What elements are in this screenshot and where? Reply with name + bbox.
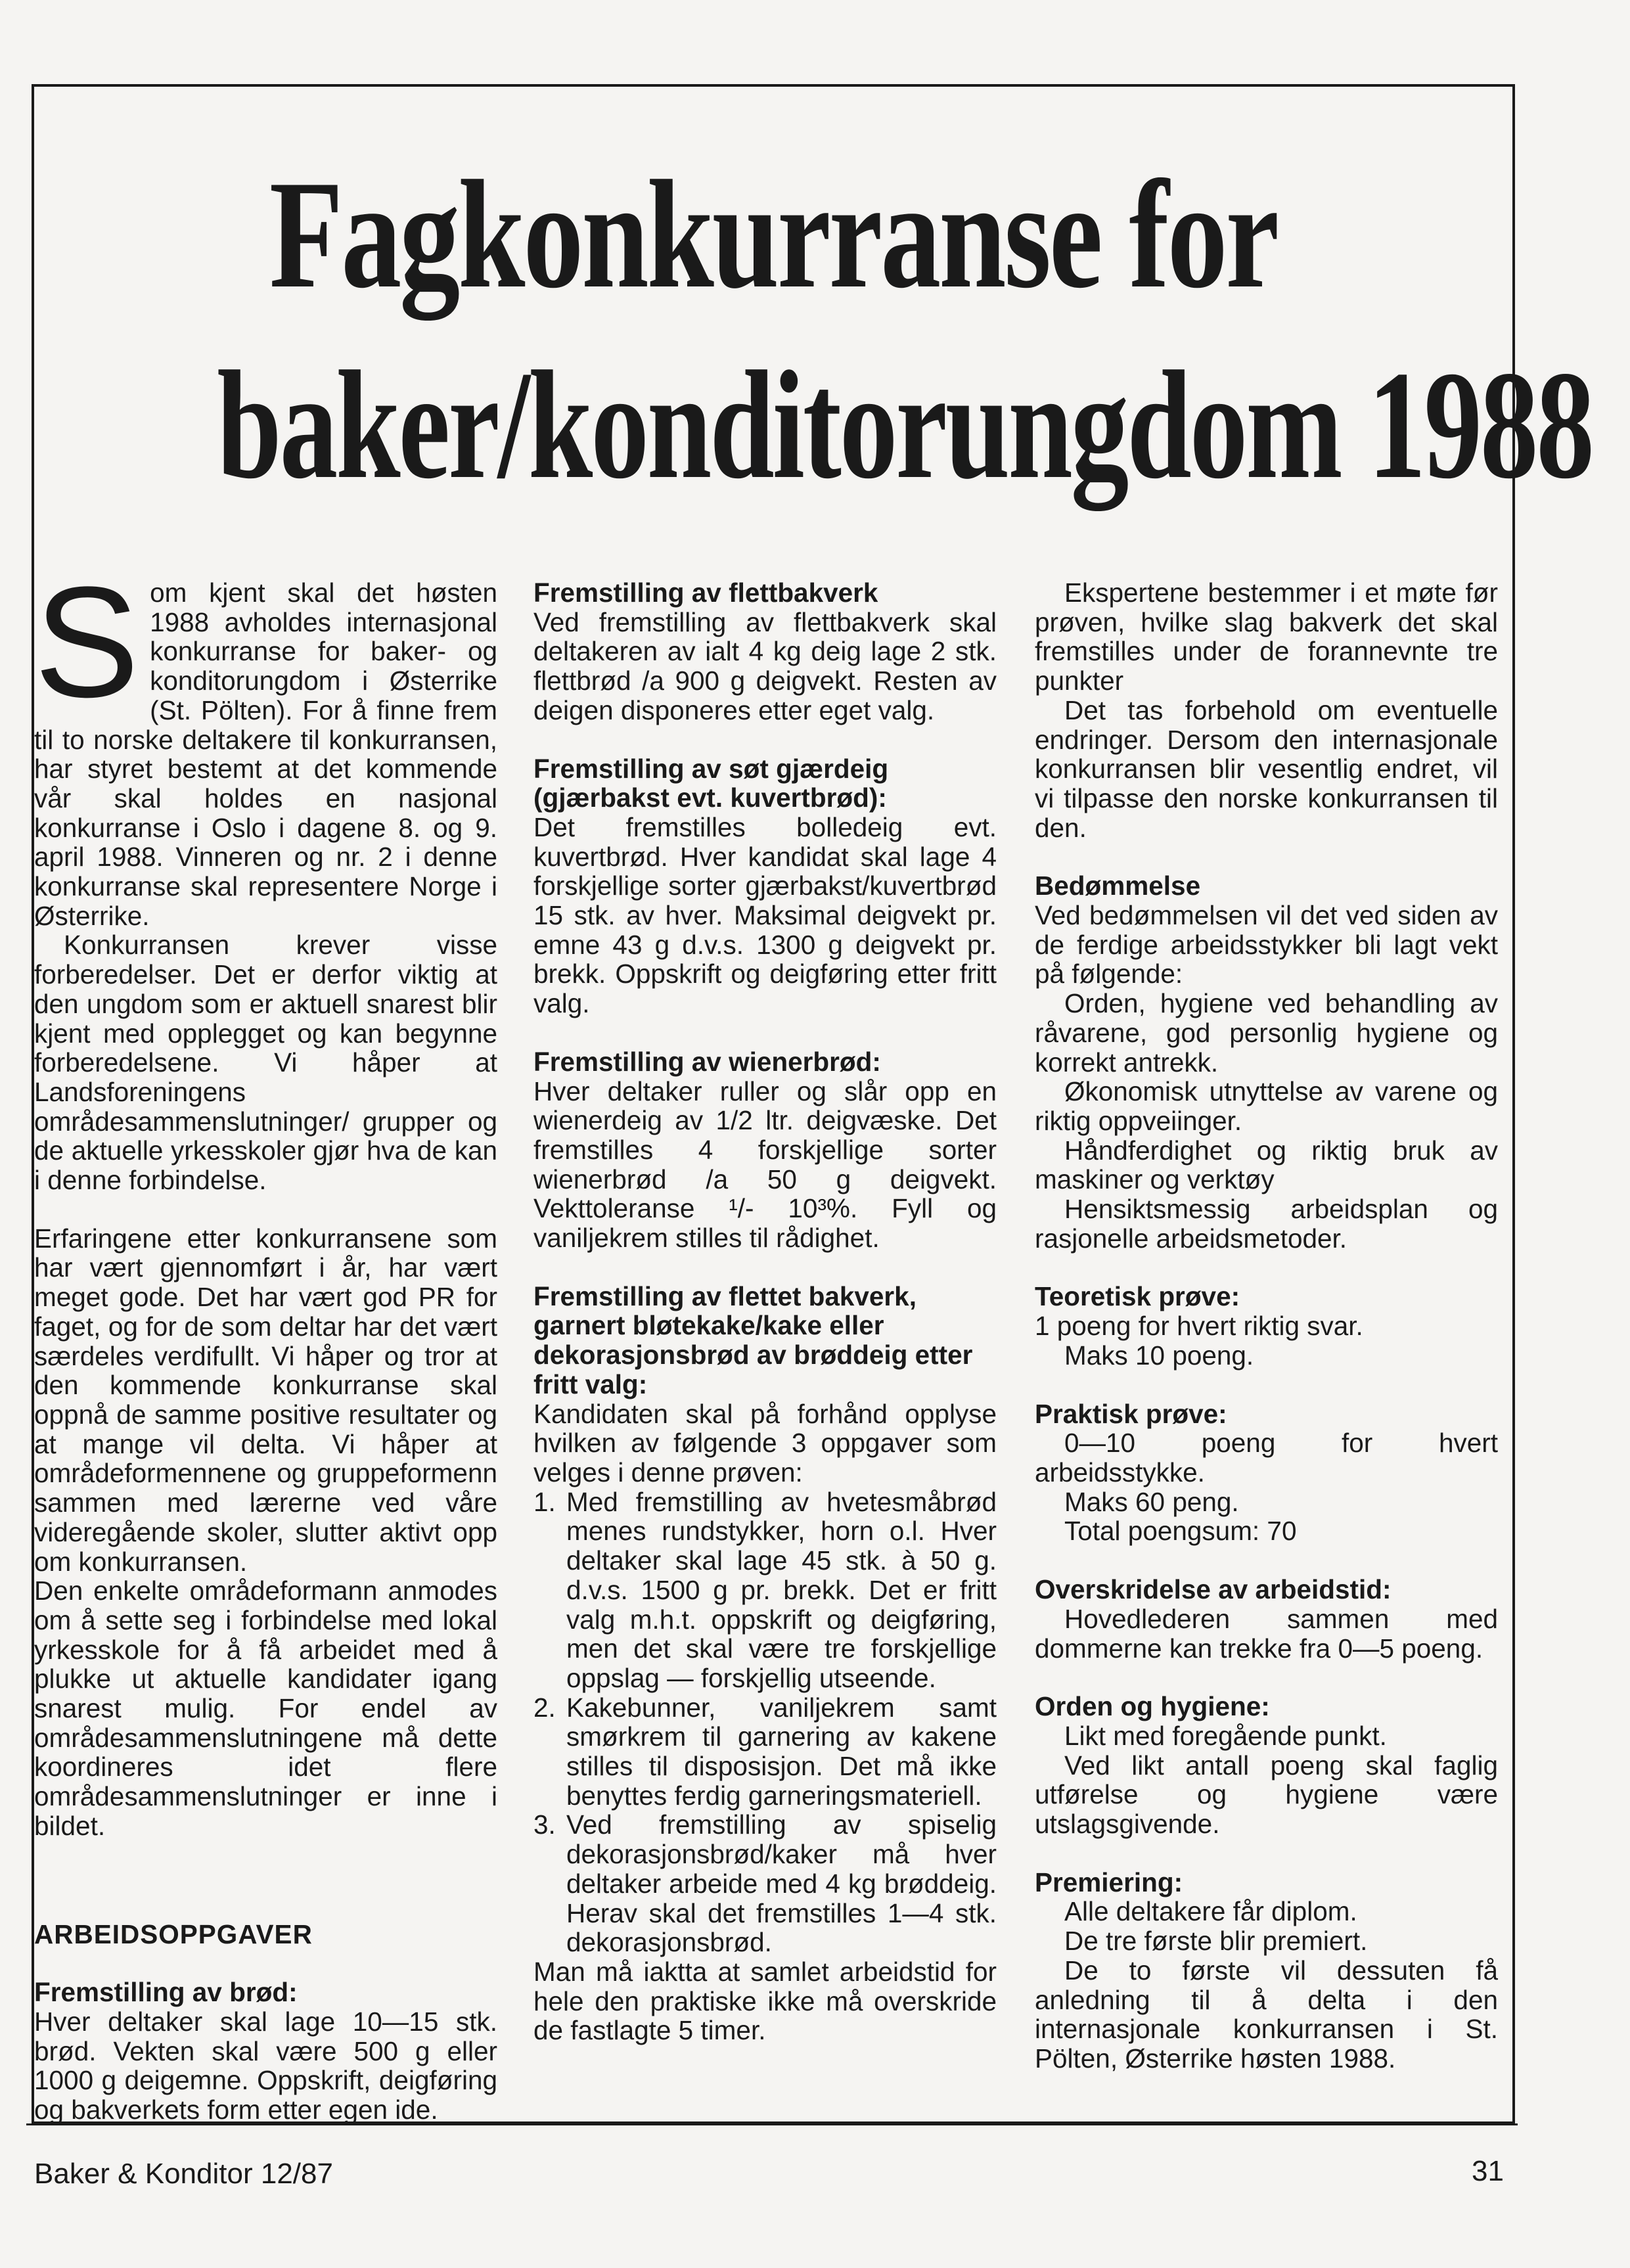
paragraph: 0—10 poeng for hvert arbeidsstykke.: [1035, 1428, 1498, 1487]
list-item: [533, 1810, 997, 1957]
list-number: 2.: [533, 1692, 556, 1723]
paragraph: Man må iaktta at samlet arbeidstid for hele den praktiske ikke må overskride de fastlagte 5 timer.: [533, 1956, 997, 2046]
subheading-praktisk-prove: Praktisk prøve:: [1035, 1398, 1227, 1429]
subheading-teoretisk-prove: Teoretisk prøve:: [1035, 1281, 1240, 1312]
paragraph: Maks 60 peng.: [1064, 1486, 1239, 1517]
paragraph: Total poengsum: 70: [1064, 1516, 1297, 1547]
paragraph: Orden, hygiene ved behandling av råvarene, god personlig hygiene og korrekt antrekk.: [1035, 988, 1498, 1077]
paragraph: Ved fremstilling av flettbakverk skal deltakeren av ialt 4 kg deig lage 2 stk. flettbrød /a 900 g deigvekt. Resten av deigen disponeres etter eget valg.: [533, 606, 997, 725]
paragraph: Ved bedømmelsen vil det ved siden av de ferdige arbeidsstykker bli lagt vekt på følgende:: [1035, 900, 1498, 989]
paragraph: Alle deltakere får diplom.: [1064, 1896, 1357, 1927]
subheading-flettbakverk: Fremstilling av flettbakverk: [533, 578, 878, 608]
subheading-orden-og-hygiene: Orden og hygiene:: [1035, 1691, 1270, 1722]
drop-cap: S: [34, 554, 140, 730]
paragraph: Økonomisk utnyttelse av varene og riktig oppveiinger.: [1035, 1076, 1498, 1136]
paragraph: De tre første blir premiert.: [1064, 1926, 1368, 1957]
list-text: Ved fremstilling av spiselig dekorasjonsbrød/kaker må hver deltaker arbeide med 4 kg brøddeig. Herav skal det fremstilles 1—4 stk. dekorasjonsbrød.: [566, 1809, 997, 1958]
paragraph: De to første vil dessuten få anledning til å delta i den internasjonale konkurransen i St. Pölten, Østerrike høsten 1988.: [1035, 1955, 1498, 2074]
section-heading: ARBEIDSOPPGAVER: [34, 1918, 313, 1949]
paragraph: Kandidaten skal på forhånd opplyse hvilken av følgende 3 oppgaver som velges i denne prøven:: [533, 1398, 997, 1487]
list-text: Med fremstilling av hvetesmåbrød menes rundstykker, horn o.l. Hver deltaker skal lage 45 stk. à 50 g. d.v.s. 1500 g pr. brekk. Det er fritt valg m.h.t. oppskrift og deigføring, men det skal være tre forskjellige oppslag — forskjellig utseende.: [566, 1486, 997, 1693]
column-1: [34, 554, 497, 2125]
list-item: [533, 1693, 997, 1811]
bottom-rule: [26, 2123, 1518, 2125]
paragraph: 1 poeng for hvert riktig svar.: [1035, 1311, 1363, 1342]
paragraph: Hensiktsmessig arbeidsplan og rasjonelle arbeidsmetoder.: [1035, 1194, 1498, 1254]
column-3: [1035, 578, 1498, 2074]
paragraph: Hovedlederen sammen med dommerne kan trekke fra 0—5 poeng.: [1035, 1603, 1498, 1664]
paragraph: Hver deltaker ruller og slår opp en wienerdeig av 1/2 ltr. deigvæske. Det fremstilles 4 forskjellige sorter wienerbrød /a 50 g deigvekt. Vekttoleranse ¹/- 10³%. Fyll og vaniljekrem stilles til rådighet.: [533, 1076, 997, 1254]
paragraph: Konkurransen krever visse forberedelser. Det er derfor viktig at den ungdom som er aktuell snarest blir kjent med opplegget og kan begynne forberedelsene. Vi håper at Landsforeningens områdesammenslutninger/ grupper og de aktuelle yrkesskoler gjør hva de kan i denne forbindelse.: [34, 930, 497, 1196]
subheading-bedommelse: Bedømmelse: [1035, 871, 1201, 901]
subheading-wienerbrod: Fremstilling av wienerbrød:: [533, 1046, 881, 1077]
paragraph: Hver deltaker skal lage 10—15 stk. brød. Vekten skal være 500 g eller 1000 g deigemne. Oppskrift, deigføring og bakverkets form etter egen ide.: [34, 2006, 497, 2125]
intro-paragraph: Som kjent skal det høsten 1988 avholdes internasjonal konkurranse for baker- og konditorungdom i Østerrike (St. Pölten). For å finne frem til to norske deltakere til konkurransen, har styret bestemt at det kommende vår skal holdes en nasjonal konkurranse i Oslo i dagene 8. og 9. april 1988. Vinneren og nr. 2 i denne konkurranse skal representere Norge i Østerrike.: [34, 554, 497, 931]
subheading-flettet-bakverk: Fremstilling av flettet bakverk, garnert bløtekake/kake eller dekorasjonsbrød av brøddeig etter fritt valg:: [533, 1281, 973, 1399]
column-2: [533, 578, 997, 2045]
list-item: [533, 1487, 997, 1693]
paragraph: Erfaringene etter konkurransene som har vært gjennomført i år, har vært meget gode. Det har vært god PR for faget, og for de som deltar har det vært særdeles verdifullt. Vi håper og tror at den kommende konkurranse skal oppnå de samme positive resultater og at mange vil delta. Vi håper at områdeformennene og gruppeformenn sammen med lærerne ved våre videregående skoler, slutter aktivt opp om konkurransen.: [34, 1223, 497, 1577]
paragraph: Likt med foregående punkt.: [1064, 1720, 1387, 1751]
page-number: 31: [1472, 2155, 1504, 2187]
list-number: 1.: [533, 1486, 556, 1517]
subheading-sot-gjaerdeig: Fremstilling av søt gjærdeig (gjærbakst evt. kuvertbrød):: [533, 753, 889, 813]
publication-footer: Baker & Konditor 12/87: [34, 2158, 333, 2190]
list-number: 3.: [533, 1809, 556, 1840]
paragraph: Ved likt antall poeng skal faglig utførelse og hygiene være utslagsgivende.: [1035, 1750, 1498, 1840]
subheading-overskridelse: Overskridelse av arbeidstid:: [1035, 1574, 1392, 1605]
list-text: Kakebunner, vaniljekrem samt smørkrem til garnering av kakene stilles til disposisjon. Det må ikke benyttes ferdig garneringsmateriell.: [566, 1692, 997, 1811]
subheading-premiering: Premiering:: [1035, 1867, 1183, 1897]
paragraph: Håndferdighet og riktig bruk av maskiner og verktøy: [1035, 1135, 1498, 1195]
paragraph: Ekspertene bestemmer i et møte før prøven, hvilke slag bakverk det skal fremstilles under de forannevnte tre punkter: [1035, 578, 1498, 696]
paragraph: Det fremstilles bolledeig evt. kuvertbrød. Hver kandidat skal lage 4 forskjellige sorter gjærbakst/kuvertbrød 15 stk. av hver. Maksimal deigvekt pr. emne 43 g d.v.s. 1300 g deigvekt pr. brekk. Oppskrift og deigføring etter fritt valg.: [533, 811, 997, 1019]
paragraph: Den enkelte områdeformann anmodes om å sette seg i forbindelse med lokal yrkesskole for å få arbeidet med å plukke ut aktuelle kandidater igang snarest mulig. For endel av områdesammenslutningene må dette koordineres idet flere områdesammenslutninger er inne i bildet.: [34, 1576, 497, 1841]
article-title-line-2: baker/konditorungdom 1988: [217, 340, 1593, 511]
paragraph: Maks 10 poeng.: [1064, 1340, 1254, 1371]
article-title-line-1: Fagkonkurranse for: [269, 149, 1278, 321]
subheading-brod: Fremstilling av brød:: [34, 1977, 298, 2008]
paragraph: Det tas forbehold om eventuelle endringer. Dersom den internasjonale konkurransen blir vesentlig endret, vil vi tilpasse den norske konkurransen til den.: [1035, 694, 1498, 843]
